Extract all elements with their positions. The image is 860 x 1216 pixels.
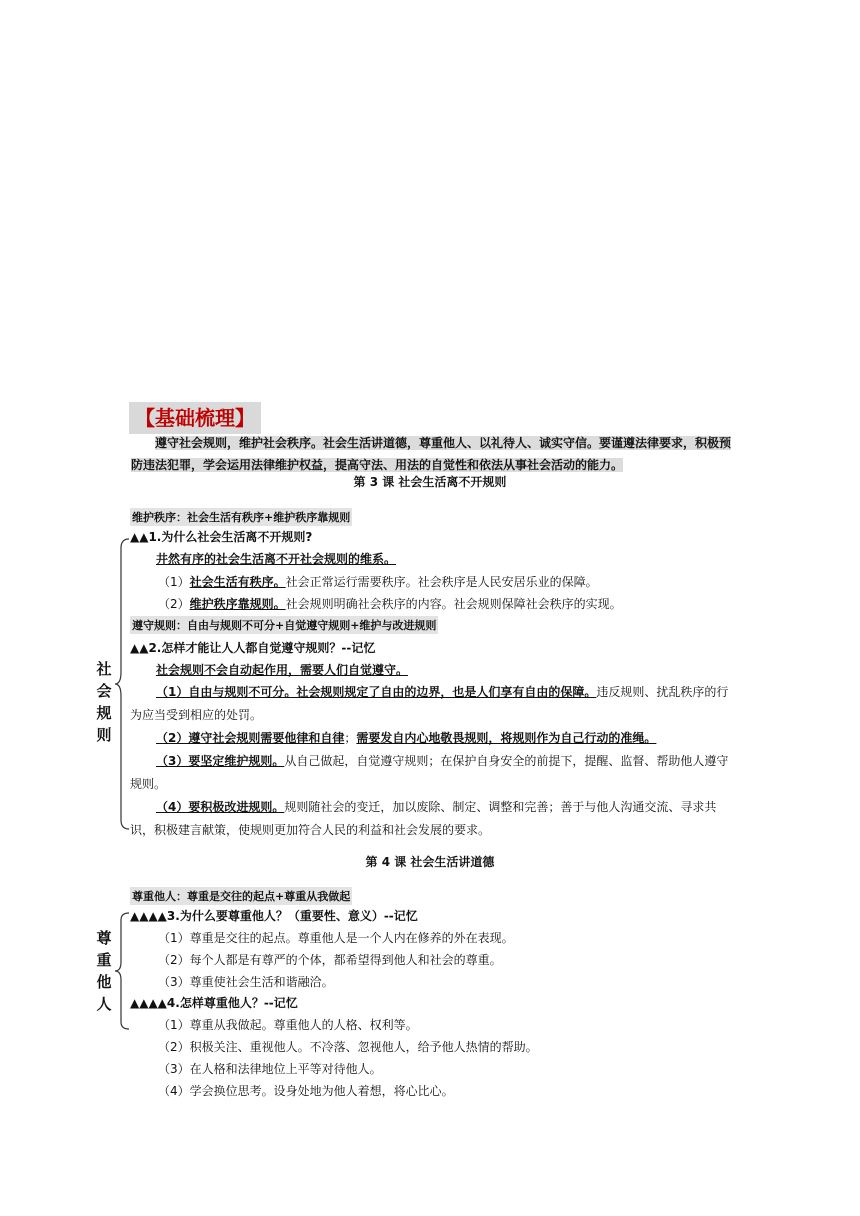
q4-item: （2）积极关注、重视他人。不冷落、忽视他人，给予他人热情的帮助。 [158, 1040, 538, 1054]
question-2-answer: 社会规则不会自动起作用，需要人们自觉遵守。 [156, 663, 409, 677]
q4-item: （1）尊重从我做起。尊重他人的人格、权利等。 [158, 1018, 418, 1032]
question-4: ▲▲▲▲4.怎样尊重他人？--记忆 [130, 996, 298, 1010]
question-1-answer: 井然有序的社会生活离不开社会规则的维系。 [156, 552, 397, 566]
q1-point-1: （1）社会生活有秩序。社会正常运行需要秩序。社会秩序是人民安居乐业的保障。 [158, 575, 598, 589]
q1-point-2: （2）维护秩序靠规则。社会规则明确社会秩序的内容。社会规则保障社会秩序的实现。 [158, 597, 622, 611]
q2-point-3: （3）要坚定维护规则。从自己做起，自觉遵守规则；在保护自身安全的前提下，提醒、监督、帮助他人遵守规则。 [130, 754, 729, 791]
q2-point-4: （4）要积极改进规则。规则随社会的变迁，加以废除、制定、调整和完善；善于与他人沟通交流、寻求共识，积极建言献策，使规则更加符合人民的利益和社会发展的要求。 [130, 800, 717, 837]
lesson4-tag-respect: 尊重他人：尊重是交往的起点+尊重从我做起 [130, 887, 352, 905]
side-label-social-rules: 社 会 规 则 [96, 660, 112, 744]
side-label-respect-others: 尊 重 他 人 [96, 929, 112, 1013]
question-3: ▲▲▲▲3.为什么要尊重他人？（重要性、意义）--记忆 [130, 909, 418, 923]
question-2: ▲▲2.怎样才能让人人都自觉遵守规则？--记忆 [130, 641, 376, 655]
lesson3-tag-order: 维护秩序：社会生活有秩序+维护秩序靠规则 [130, 508, 352, 526]
q3-item: （3）尊重使社会生活和谐融洽。 [158, 975, 334, 989]
q2-point-2: （2）遵守社会规则需要他律和自律；需要发自内心地敬畏规则，将规则作为自己行动的准绳。 [156, 731, 657, 745]
q2-point-1: （1）自由与规则不可分。社会规则规定了自由的边界，也是人们享有自由的保障。违反规则、扰乱秩序的行为应当受到相应的处罚。 [130, 685, 729, 722]
q3-item: （2）每个人都是有尊严的个体，都希望得到他人和社会的尊重。 [158, 953, 502, 967]
lesson3-tag-rules: 遵守规则：自由与规则不可分+自觉遵守规则+维护与改进规则 [130, 616, 438, 634]
q3-item: （1）尊重是交往的起点。尊重他人是一个人内在修养的外在表现。 [158, 931, 514, 945]
lesson4-title: 第 4 课 社会生活讲道德 [365, 855, 495, 869]
q4-item: （4）学会换位思考。设身处地为他人着想，将心比心。 [158, 1084, 454, 1098]
lesson3-title: 第 3 课 社会生活离不开规则 [353, 475, 507, 489]
intro-paragraph: 遵守社会规则，维护社会秩序。社会生活讲道德，尊重他人、以礼待人、诚实守信。要谨遵法律要求，积极预防违法犯罪，学会运用法律维护权益，提高守法、用法的自觉性和依法从事社会活动的能力。 [131, 436, 732, 472]
question-1: ▲▲1.为什么社会生活离不开规则? [130, 530, 313, 544]
section-title: 【基础梳理】 [129, 402, 261, 434]
q4-item: （3）在人格和法律地位上平等对待他人。 [158, 1062, 382, 1076]
